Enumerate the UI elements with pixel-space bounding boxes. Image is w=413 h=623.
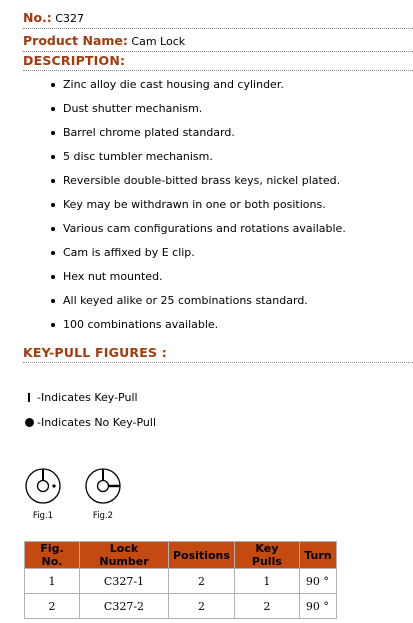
key-pull-bar-icon [23,393,35,402]
product-number-label: No.: [23,10,52,25]
list-item: Various cam configurations and rotations available. [23,217,403,241]
cell-key-pulls: 2 [234,594,299,619]
cell-lock-number: C327-1 [80,569,169,594]
list-item: 100 combinations available. [23,313,403,337]
list-item: All keyed alike or 25 combinations standard. [23,289,403,313]
cell-positions: 2 [169,569,235,594]
legend-nokeypull-text: -Indicates No Key-Pull [37,415,157,429]
list-item: Reversible double-bitted brass keys, nickel plated. [23,169,403,193]
rotation-diagram-fig2-icon [83,466,123,506]
specs-table [24,541,337,619]
figure-2 [82,466,124,521]
cell-positions: 2 [169,594,235,619]
cell-turn: 90 ° [299,569,336,594]
legend-keypull-text: -Indicates Key-Pull [37,390,138,404]
keypull-heading: KEY-PULL FIGURES : [23,345,167,360]
cell-fig-no: 1 [25,569,80,594]
figure-1 [22,466,64,521]
description-heading-row [23,52,413,71]
col-header-lock-number: Lock Number [80,542,169,569]
no-key-pull-dot-icon [23,418,35,427]
product-name-value: Cam Lock [131,35,186,48]
list-item: Cam is affixed by E clip. [23,241,403,265]
list-item: Barrel chrome plated standard. [23,121,403,145]
description-heading: DESCRIPTION: [23,53,126,68]
col-header-positions: Positions [169,542,235,569]
keypull-heading-row [23,344,413,363]
table-header-row [25,542,337,569]
list-item: Hex nut mounted. [23,265,403,289]
col-header-key-pulls: Key Pulls [234,542,299,569]
figure-1-caption: Fig.1 [32,511,54,521]
legend-nokeypull [23,415,156,429]
cell-turn: 90 ° [299,594,336,619]
product-number-row [23,8,413,29]
col-header-fig-no: Fig. No. [25,542,80,569]
feature-list [23,73,403,337]
list-item: Dust shutter mechanism. [23,97,403,121]
col-header-turn: Turn [299,542,336,569]
figure-2-caption: Fig.2 [92,511,114,521]
product-name-row [23,31,413,52]
table-row [25,594,337,619]
table-row [25,569,337,594]
cell-key-pulls: 1 [234,569,299,594]
cell-lock-number: C327-2 [80,594,169,619]
list-item: 5 disc tumbler mechanism. [23,145,403,169]
product-number-value: C327 [55,12,84,25]
legend-keypull [23,390,138,404]
product-name-label: Product Name: [23,33,128,48]
rotation-diagram-fig1-icon [23,466,63,506]
list-item: Zinc alloy die cast housing and cylinder. [23,73,403,97]
list-item: Key may be withdrawn in one or both positions. [23,193,403,217]
cell-fig-no: 2 [25,594,80,619]
